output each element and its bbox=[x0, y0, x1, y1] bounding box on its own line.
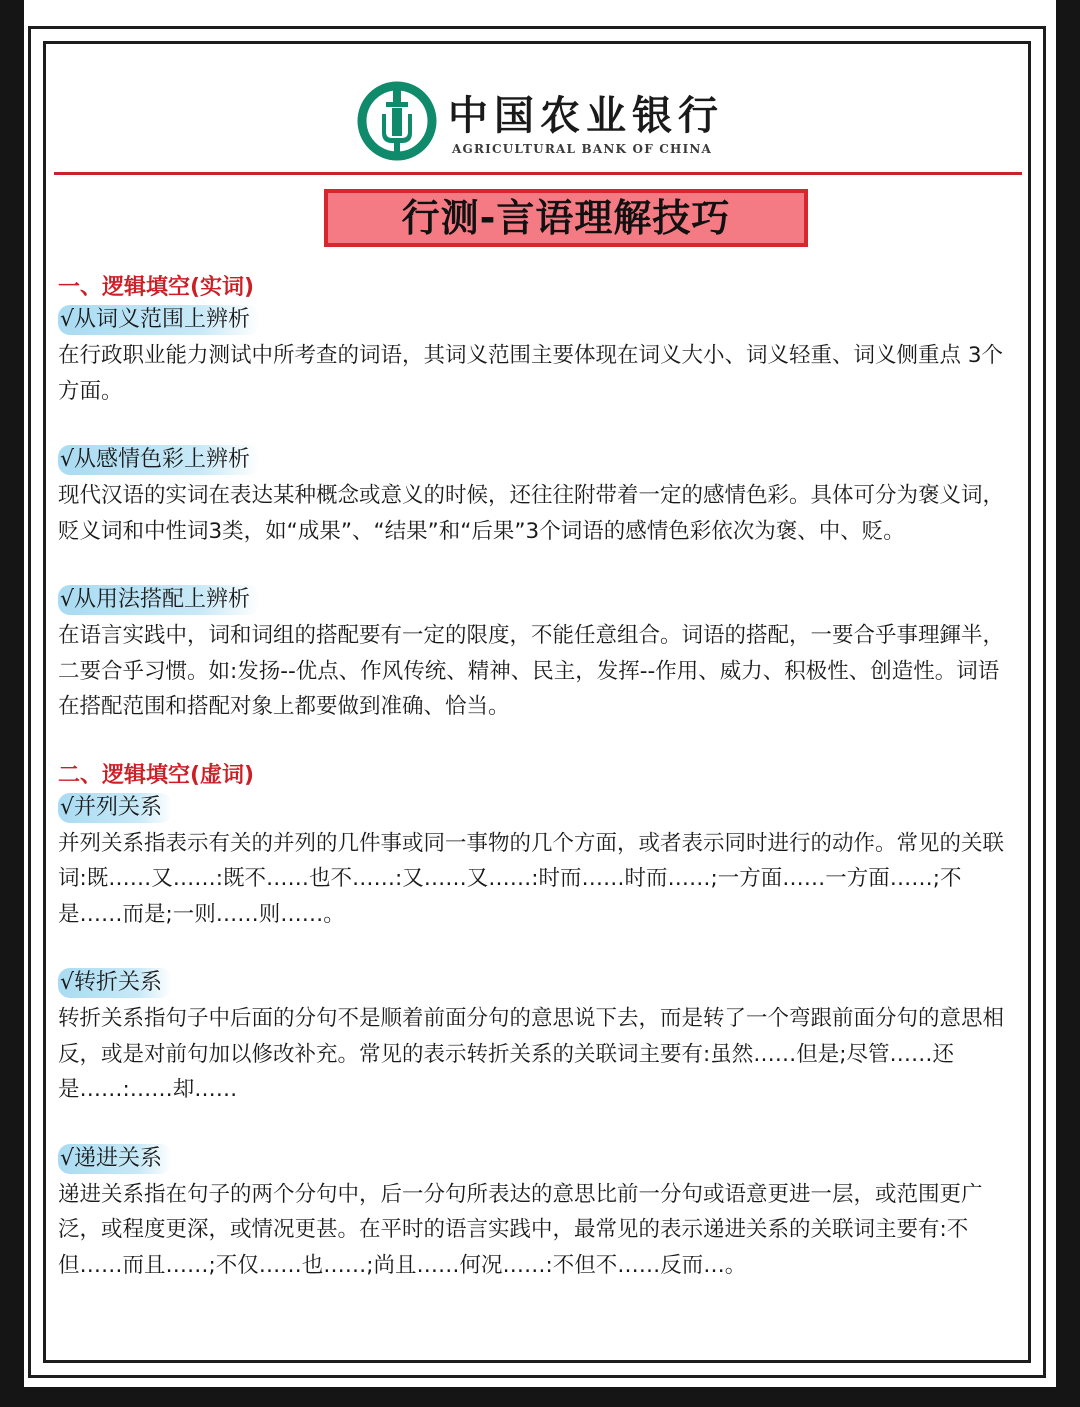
subtitle-highlight: √并列关系 bbox=[58, 793, 172, 823]
paragraph-adversative: 转折关系指句子中后面的分句不是顺着前面分句的意思说下去，而是转了一个弯跟前面分句的意思相反，或是对前句加以修改补充。常见的表示转折关系的关联词主要有:虽然……但是;尽管……还是……:……却…… bbox=[58, 1006, 1005, 1102]
header-divider bbox=[54, 172, 1022, 175]
paragraph-parallel: 并列关系指表示有关的并列的几件事或同一事物的几个方面，或者表示同时进行的动作。常见的关联词:既……又……:既不……也不……:又……又……:时而……时而……;一方面……一方面……;不是……而是;一则……则……。 bbox=[58, 830, 1005, 927]
subtitle-parallel bbox=[58, 792, 1018, 826]
spacer bbox=[58, 1108, 1018, 1143]
right-edge-bar bbox=[1056, 0, 1080, 1407]
section-title-xuci: 二、逻辑填空(虚词) bbox=[58, 762, 255, 788]
bank-name-chinese: 中国农业银行 bbox=[448, 92, 724, 139]
spacer bbox=[58, 725, 1018, 760]
paragraph-emotion-color: 现代汉语的实词在表达某种概念或意义的时候，还往往附带着一定的感情色彩。具体可分为褒义词，贬义词和中性词3类，如“成果”、“结果”和“后果”3个词语的感情色彩依次为褒、中、贬。 bbox=[58, 483, 1005, 544]
document-card bbox=[28, 26, 1046, 1378]
spacer bbox=[58, 409, 1018, 444]
bank-name-english: AGRICULTURAL BANK OF CHINA bbox=[452, 142, 713, 156]
subtitle-adversative bbox=[58, 967, 1018, 1001]
subtitle-highlight: √从感情色彩上辨析 bbox=[58, 445, 260, 475]
subtitle-highlight: √转折关系 bbox=[58, 968, 172, 998]
subtitle-word-range bbox=[58, 304, 1018, 338]
section-title-shici: 一、逻辑填空(实词) bbox=[58, 275, 255, 300]
paragraph-progressive: 递进关系指在句子的两个分句中，后一分句所表达的意思比前一分句或语意更进一层，或范围更广泛，或程度更深，或情况更甚。在平时的语言实践中，最常见的表示递进关系的关联词主要有:不但……而且……;不仅……也……;尚且……何况……:不但不……反而…。 bbox=[58, 1181, 983, 1278]
spacer bbox=[58, 549, 1018, 584]
subtitle-emotion-color bbox=[58, 444, 1018, 478]
subtitle-highlight: √从用法搭配上辨析 bbox=[58, 585, 260, 615]
paragraph-word-range: 在行政职业能力测试中所考查的词语，其词义范围主要体现在词义大小、词义轻重、词义侧重点 3个方面。 bbox=[58, 343, 1004, 404]
subtitle-progressive bbox=[58, 1143, 1018, 1177]
paragraph-usage-collocation: 在语言实践中，词和词组的搭配要有一定的限度，不能任意组合。词语的搭配，一要合乎事理鍕半，二要合乎习惯。如:发扬--优点、作风传统、精神、民主，发挥--作用、威力、积极性、创造性。词语在搭配范围和搭配对象上都要做到准确、恰当。 bbox=[58, 623, 1005, 719]
bank-logo bbox=[356, 80, 776, 162]
left-edge-bar bbox=[0, 0, 24, 1407]
abc-emblem-icon bbox=[356, 80, 438, 162]
bottom-edge-bar bbox=[0, 1387, 1080, 1407]
page-title: 行测-言语理解技巧 bbox=[324, 189, 808, 247]
subtitle-highlight: √从词义范围上辨析 bbox=[58, 305, 260, 335]
subtitle-usage-collocation bbox=[58, 584, 1018, 618]
spacer bbox=[58, 932, 1018, 967]
subtitle-highlight: √递进关系 bbox=[58, 1144, 172, 1174]
document-inner-frame bbox=[43, 41, 1031, 1363]
content-body bbox=[58, 272, 1018, 1283]
